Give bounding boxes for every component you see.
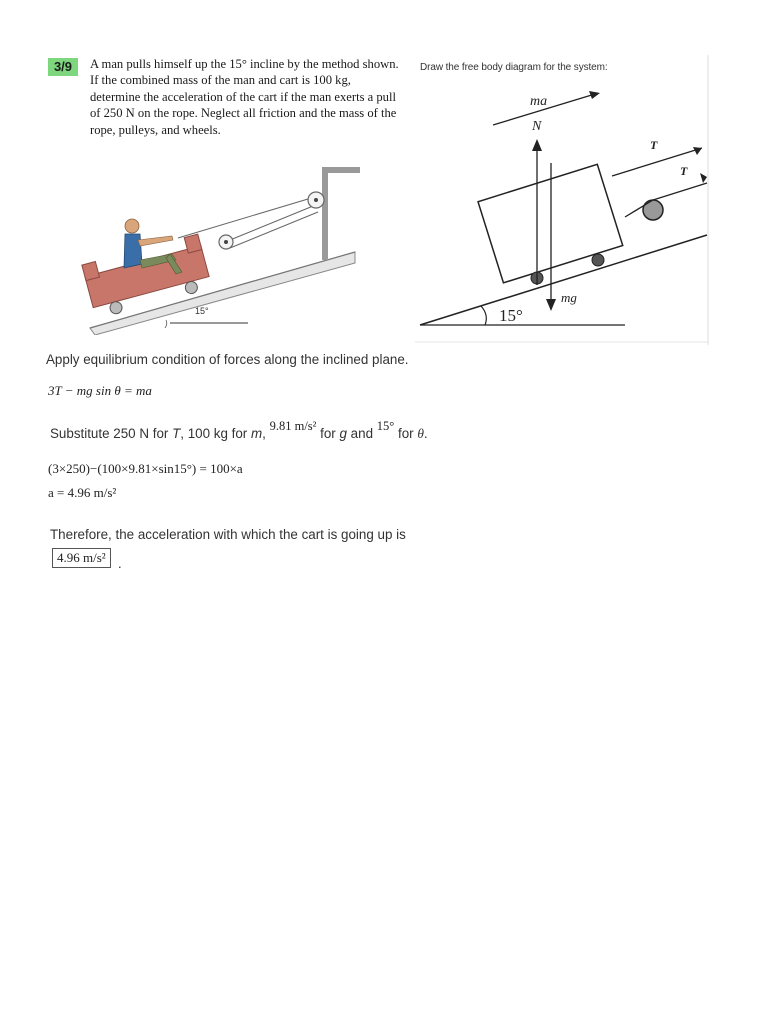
angle-arc xyxy=(165,320,167,328)
problem-figure-angle-label: 15° xyxy=(195,306,209,316)
problem-number-badge: 3/9 xyxy=(48,58,78,76)
fbd-pulley-icon xyxy=(643,200,663,220)
fbd-caption: Draw the free body diagram for the system: xyxy=(420,62,608,73)
subst-var-m: m xyxy=(250,426,263,441)
subst-theta-value: 15° xyxy=(376,419,395,433)
fbd-label-ma: ma xyxy=(530,94,548,109)
subst-prefix: Substitute 250 N for xyxy=(50,426,173,441)
subst-mid-2: for xyxy=(316,426,340,441)
answer-box: 4.96 m/s² xyxy=(52,548,111,568)
answer-period: . xyxy=(118,556,122,571)
subst-end: . xyxy=(423,426,428,441)
subst-mid-1: , 100 kg for xyxy=(180,426,251,441)
fbd-rope-top xyxy=(653,183,707,200)
subst-var-g: g xyxy=(339,426,347,441)
free-body-diagram xyxy=(415,55,710,345)
fbd-label-n: N xyxy=(532,119,542,134)
problem-statement: A man pulls himself up the 15° incline by the method shown. If the combined mass of the man and cart is 100 kg, determine the acceleration of the cart if the man exerts a pull of 250 N on the rope. Neglect all friction and the mass of the rope, pulleys, and wheels. xyxy=(90,57,399,137)
problem-figure xyxy=(80,160,380,335)
equation-equilibrium: 3T − mg sin θ = ma xyxy=(48,383,152,398)
fbd-angle-label: 15° xyxy=(499,306,523,325)
subst-mid-3: and xyxy=(346,426,377,441)
fbd-angle-arc xyxy=(481,306,486,325)
subst-g-value: 9.81 m/s² xyxy=(269,419,317,433)
conclusion-text: Therefore, the acceleration with which the cart is going up is xyxy=(50,527,406,542)
subst-var-theta: θ xyxy=(417,426,424,441)
fbd-label-t2: T xyxy=(680,164,688,178)
wall-post xyxy=(325,170,360,260)
fbd-label-mg: mg xyxy=(561,290,577,305)
fbd-rope-upper xyxy=(612,148,702,176)
subst-mid-4: for xyxy=(394,426,418,441)
equation-result: a = 4.96 m/s² xyxy=(48,485,117,500)
subst-comma: , xyxy=(262,426,266,441)
subst-var-t: T xyxy=(172,426,181,441)
fbd-label-t1: T xyxy=(650,138,658,152)
rope-upper xyxy=(178,196,318,238)
solution-step-text: Apply equilibrium condition of forces along the inclined plane. xyxy=(46,352,409,367)
fbd-wheel-right-icon xyxy=(592,254,604,266)
fbd-t2-arrowhead xyxy=(700,173,707,183)
rope-lower xyxy=(230,212,318,248)
substitution-line xyxy=(50,419,428,442)
equation-substituted: (3×250)−(100×9.81×sin15°) = 100×a xyxy=(48,461,243,476)
